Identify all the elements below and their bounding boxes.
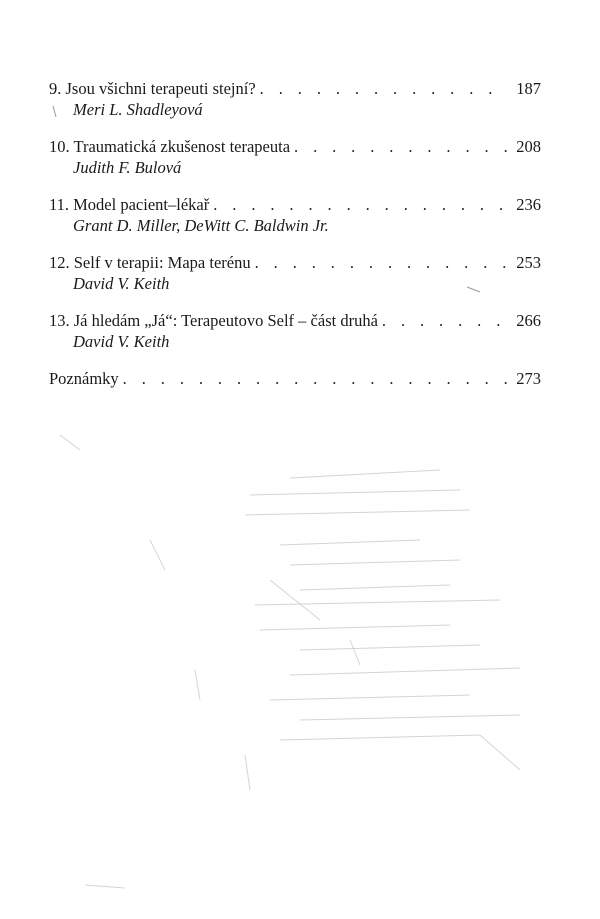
toc-entry-author: Meri L. Shadleyová [73,100,203,119]
toc-entry-12 [49,253,541,294]
dot-leader [213,195,507,215]
toc-entry-page: 253 [516,253,541,272]
dot-leader [260,79,507,99]
toc-entry-title: 9. Jsou všichni terapeuti stejní? [49,79,256,98]
toc-entry-13 [49,311,541,352]
toc-entry-page: 236 [516,195,541,214]
dot-leader [294,137,507,157]
toc-entry-title: 11. Model pacient–lékař [49,195,210,214]
toc-entry-author: David V. Keith [73,332,170,351]
toc-entry-page: 273 [516,369,541,388]
toc-entry-notes [49,369,541,389]
toc-entry-page: 208 [516,137,541,156]
toc-entry-9 [49,79,541,120]
dot-leader [382,311,507,331]
dot-leader [123,369,507,389]
toc-entry-author: Grant D. Miller, DeWitt C. Baldwin Jr. [73,216,329,235]
toc-entry-10 [49,137,541,178]
toc-entry-title: 12. Self v terapii: Mapa terénu [49,253,251,272]
toc-entry-page: 266 [516,311,541,330]
toc-entry-author: David V. Keith [73,274,170,293]
toc-entry-title: 13. Já hledám „Já“: Terapeutovo Self – část druhá [49,311,378,330]
toc-entry-title: Poznámky [49,369,119,388]
toc-entry-11 [49,195,541,236]
table-of-contents [49,79,541,406]
dot-leader [255,253,507,273]
toc-entry-page: 187 [516,79,541,98]
toc-entry-title: 10. Traumatická zkušenost terapeuta [49,137,291,156]
toc-entry-author: Judith F. Bulová [73,158,182,177]
